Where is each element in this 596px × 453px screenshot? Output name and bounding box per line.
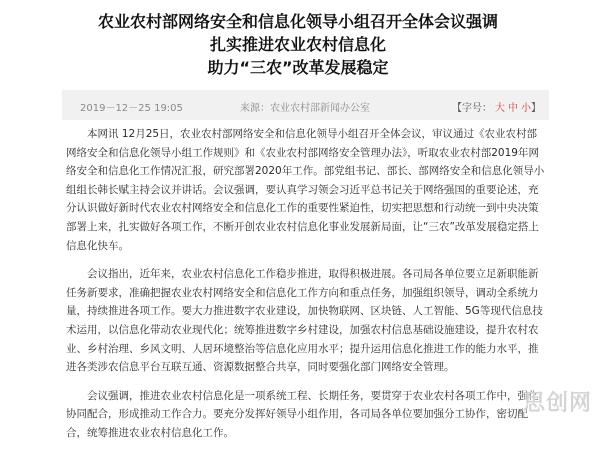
site-watermark: 思创网 [523,386,592,417]
article-body [66,125,546,453]
article-source: 来源：农业农村部新闻办公室 [240,103,370,114]
article-paragraph-1: 本网讯 12月25日，农业农村部网络安全和信息化领导小组召开全体会议，审议通过《农业农村部网络安全和信息化领导小组工作规则》和《农业农村部网络安全管理办法》，听取农业农村部2019年网络安全和信息化工作情况汇报，研究部署2020年工作。部党组书记、部长、部网络安全和信息化领导小组组长韩长赋主持会议并讲话。会议强调，要认真学习领会习近平总书记关于网络强国的重要论述，充分认识做好新时代农业农村网络安全和信息化工作的重要性紧迫性，切实把思想和行动统一到中央决策部署上来，扎实做好各项工作，不断开创农业农村信息化事业发展新局面，让“三农”改革发展稳定搭上信息化快车。 [66,128,545,252]
article-paragraph-2: 会议指出，近年来，农业农村信息化工作稳步推进，取得积极进展。各司局各单位要立足新职能新任务新要求，准确把握农业农村网络安全和信息化工作方向和重点任务，加强组织领导，调动全系统力量，持续推进各项工作。要大力推进数字农业建设，加快物联网、区块链、人工智能、5G等现代信息技术运用，以信息化带动农业现代化；统筹推进数字乡村建设，加强农村信息基础设施建设，提升农村农业、乡村治理、乡风文明、人居环境整治等信息化应用水平；提升运用信息化推进工作的能力水平，推进各类涉农信息平台互联互通、资源数据整合共享，同时要强化部门网络安全管理。 [66,268,543,374]
title-line-2: 扎实推进农业农村信息化 [209,35,386,54]
font-size-switcher [452,99,541,114]
font-size-label: 【字号： [452,103,492,114]
font-size-medium-button[interactable]: 中 [508,103,518,114]
font-size-big-button[interactable]: 大 [495,103,505,114]
title-line-1: 农业农村部网络安全和信息化领导小组召开全体会议强调 [97,12,498,31]
article-title [0,10,596,79]
font-size-close-bracket: 】 [531,103,541,114]
font-size-small-button[interactable]: 小 [521,103,531,114]
article-paragraph-3: 会议强调，推进农业农村信息化是一项系统工程、长期任务，要贯穿于农业农村各项工作中，强化协同配合，形成推动工作合力。要充分发挥好领导小组作用，各司局各单位要加强分工协作，密切配合，统筹推进农业农村信息化工作。 [66,389,539,439]
article-meta-bar [62,90,549,120]
publish-date: 2019－12－25 19:05 [80,103,183,114]
title-line-3: 助力“三农”改革发展稳定 [207,58,389,77]
